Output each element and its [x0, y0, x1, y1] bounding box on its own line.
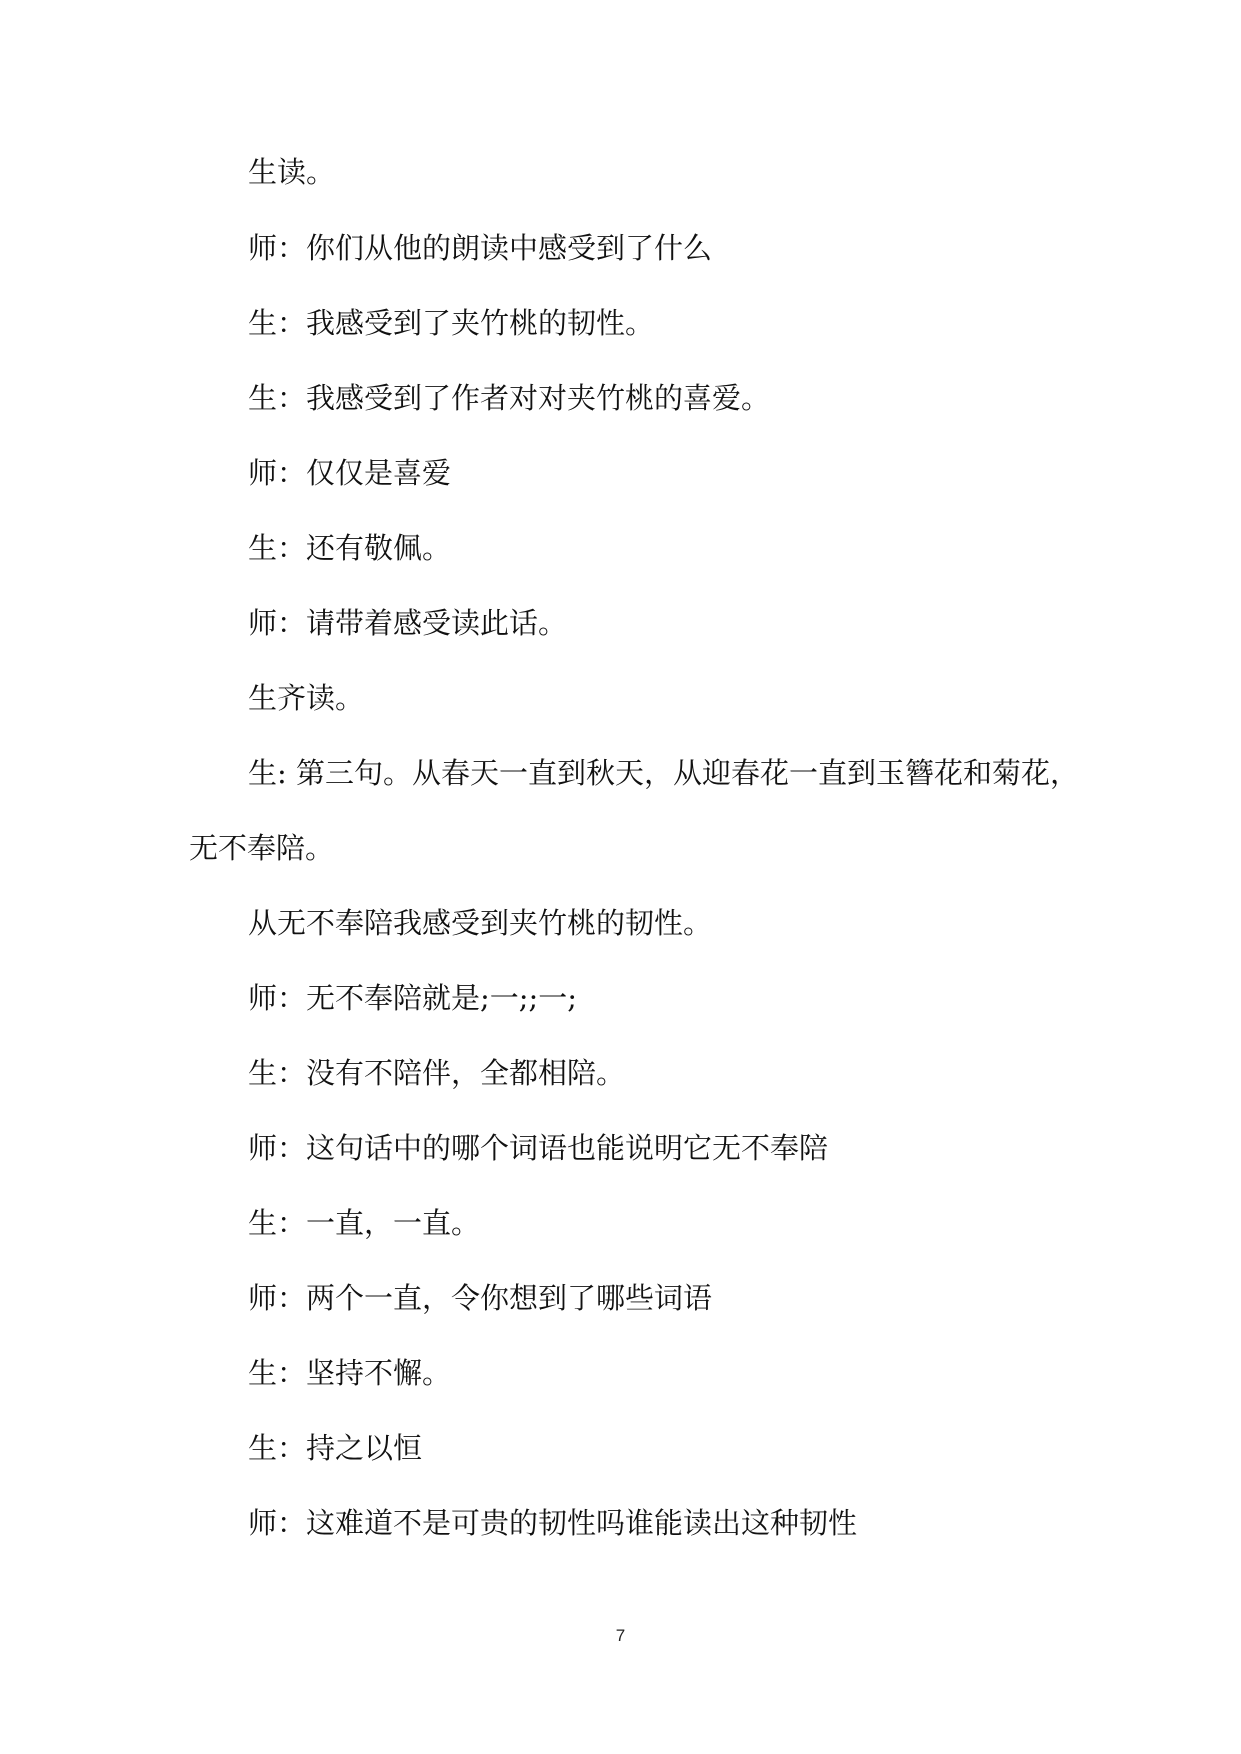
paragraph: 从无不奉陪我感受到夹竹桃的韧性。 — [248, 906, 713, 940]
paragraph: 生：我感受到了作者对对夹竹桃的喜爱。 — [248, 381, 771, 415]
paragraph: 生：持之以恒 — [248, 1431, 423, 1465]
paragraph: 师：这句话中的哪个词语也能说明它无不奉陪 — [248, 1131, 829, 1165]
paragraph: 生：没有不陪伴，全都相陪。 — [248, 1056, 626, 1090]
paragraph: 生读。 — [248, 155, 336, 189]
paragraph: 师：这难道不是可贵的韧性吗谁能读出这种韧性 — [248, 1506, 858, 1540]
paragraph: 生：一直，一直。 — [248, 1206, 481, 1240]
paragraph: 师：请带着感受读此话。 — [248, 606, 568, 640]
page-number: 7 — [615, 1626, 626, 1645]
paragraph: 师：两个一直，令你想到了哪些词语 — [248, 1281, 713, 1315]
paragraph: 生：我感受到了夹竹桃的韧性。 — [248, 306, 655, 340]
paragraph: 生齐读。 — [248, 681, 365, 715]
paragraph: 生：坚持不懈。 — [248, 1356, 452, 1390]
paragraph: 师：仅仅是喜爱 — [248, 456, 452, 490]
paragraph: 生: 第三句。从春天一直到秋天，从迎春花一直到玉簪花和菊花， — [248, 756, 1079, 790]
paragraph: 生：还有敬佩。 — [248, 531, 452, 565]
paragraph-continuation: 无不奉陪。 — [189, 831, 335, 865]
paragraph: 师：无不奉陪就是;一;;一; — [248, 981, 578, 1015]
paragraph: 师：你们从他的朗读中感受到了什么 — [248, 231, 713, 265]
